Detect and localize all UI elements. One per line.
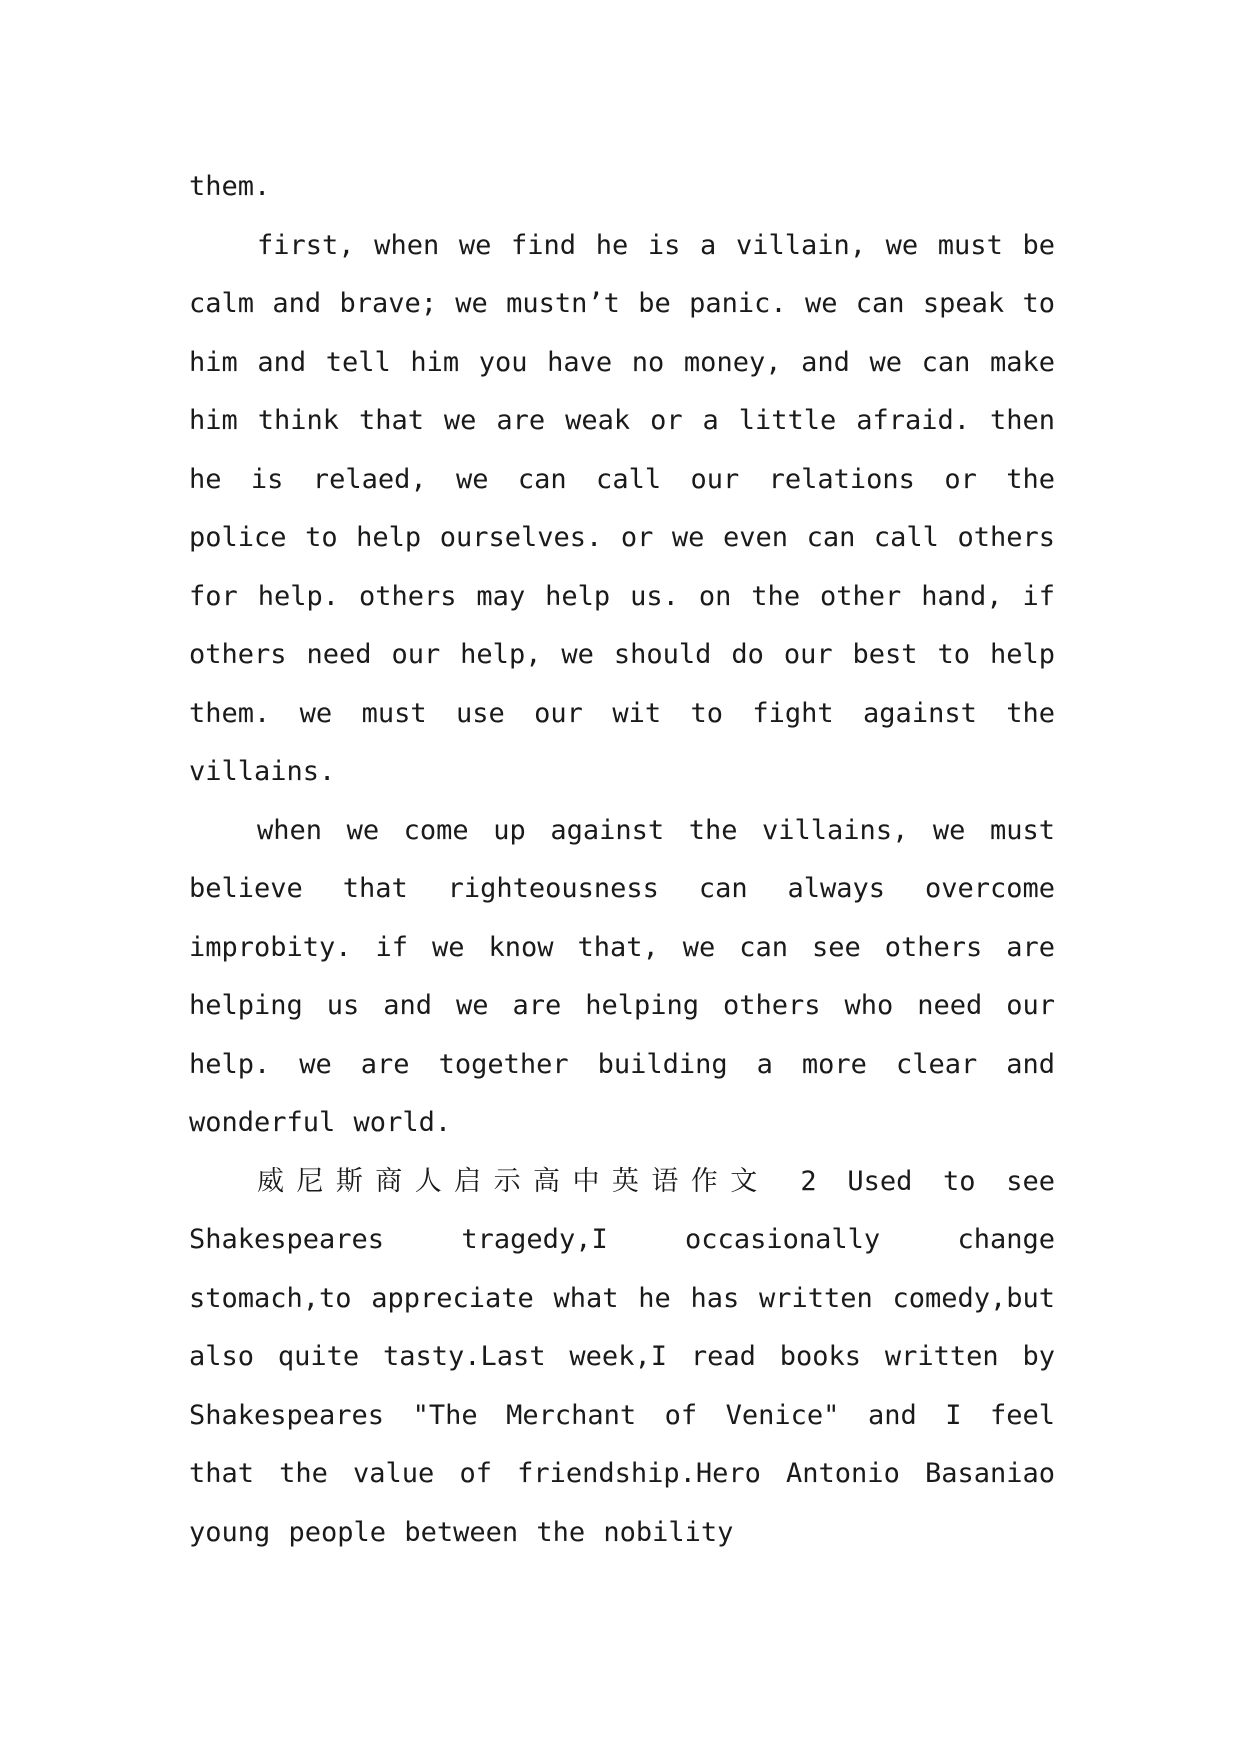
paragraph-essay-2: 威尼斯商人启示高中英语作文 2 Used to see Shakespeares tragedy,I occasionally change stomach,to appreciate what he has written comedy,but also quite tasty.Last week,I read books written by Shakespeares "The Merchant of Venice" and I feel that the value of friendship.Hero Antonio Basaniao young people between the nobility: [189, 1165, 1055, 1548]
body-text: [189, 158, 1055, 1562]
paragraph-conclusion: when we come up against the villains, we must believe that righteousness can always overcome improbity. if we know that, we can see others are helping us and we are helping others who need our help. we are together building a more clear and wonderful world.: [189, 814, 1055, 1138]
paragraph-continuation: them.: [189, 171, 271, 202]
paragraph-first-advice: first, when we find he is a villain, we must be calm and brave; we mustn’t be panic. we can speak to him and tell him you have no money, and we can make him think that we are weak or a little afraid. then he is relaed, we can call our relations or the police to help ourselves. or we even can call others for help. others may help us. on the other hand, if others need our help, we should do our best to help them. we must use our wit to fight against the villains.: [189, 229, 1055, 787]
